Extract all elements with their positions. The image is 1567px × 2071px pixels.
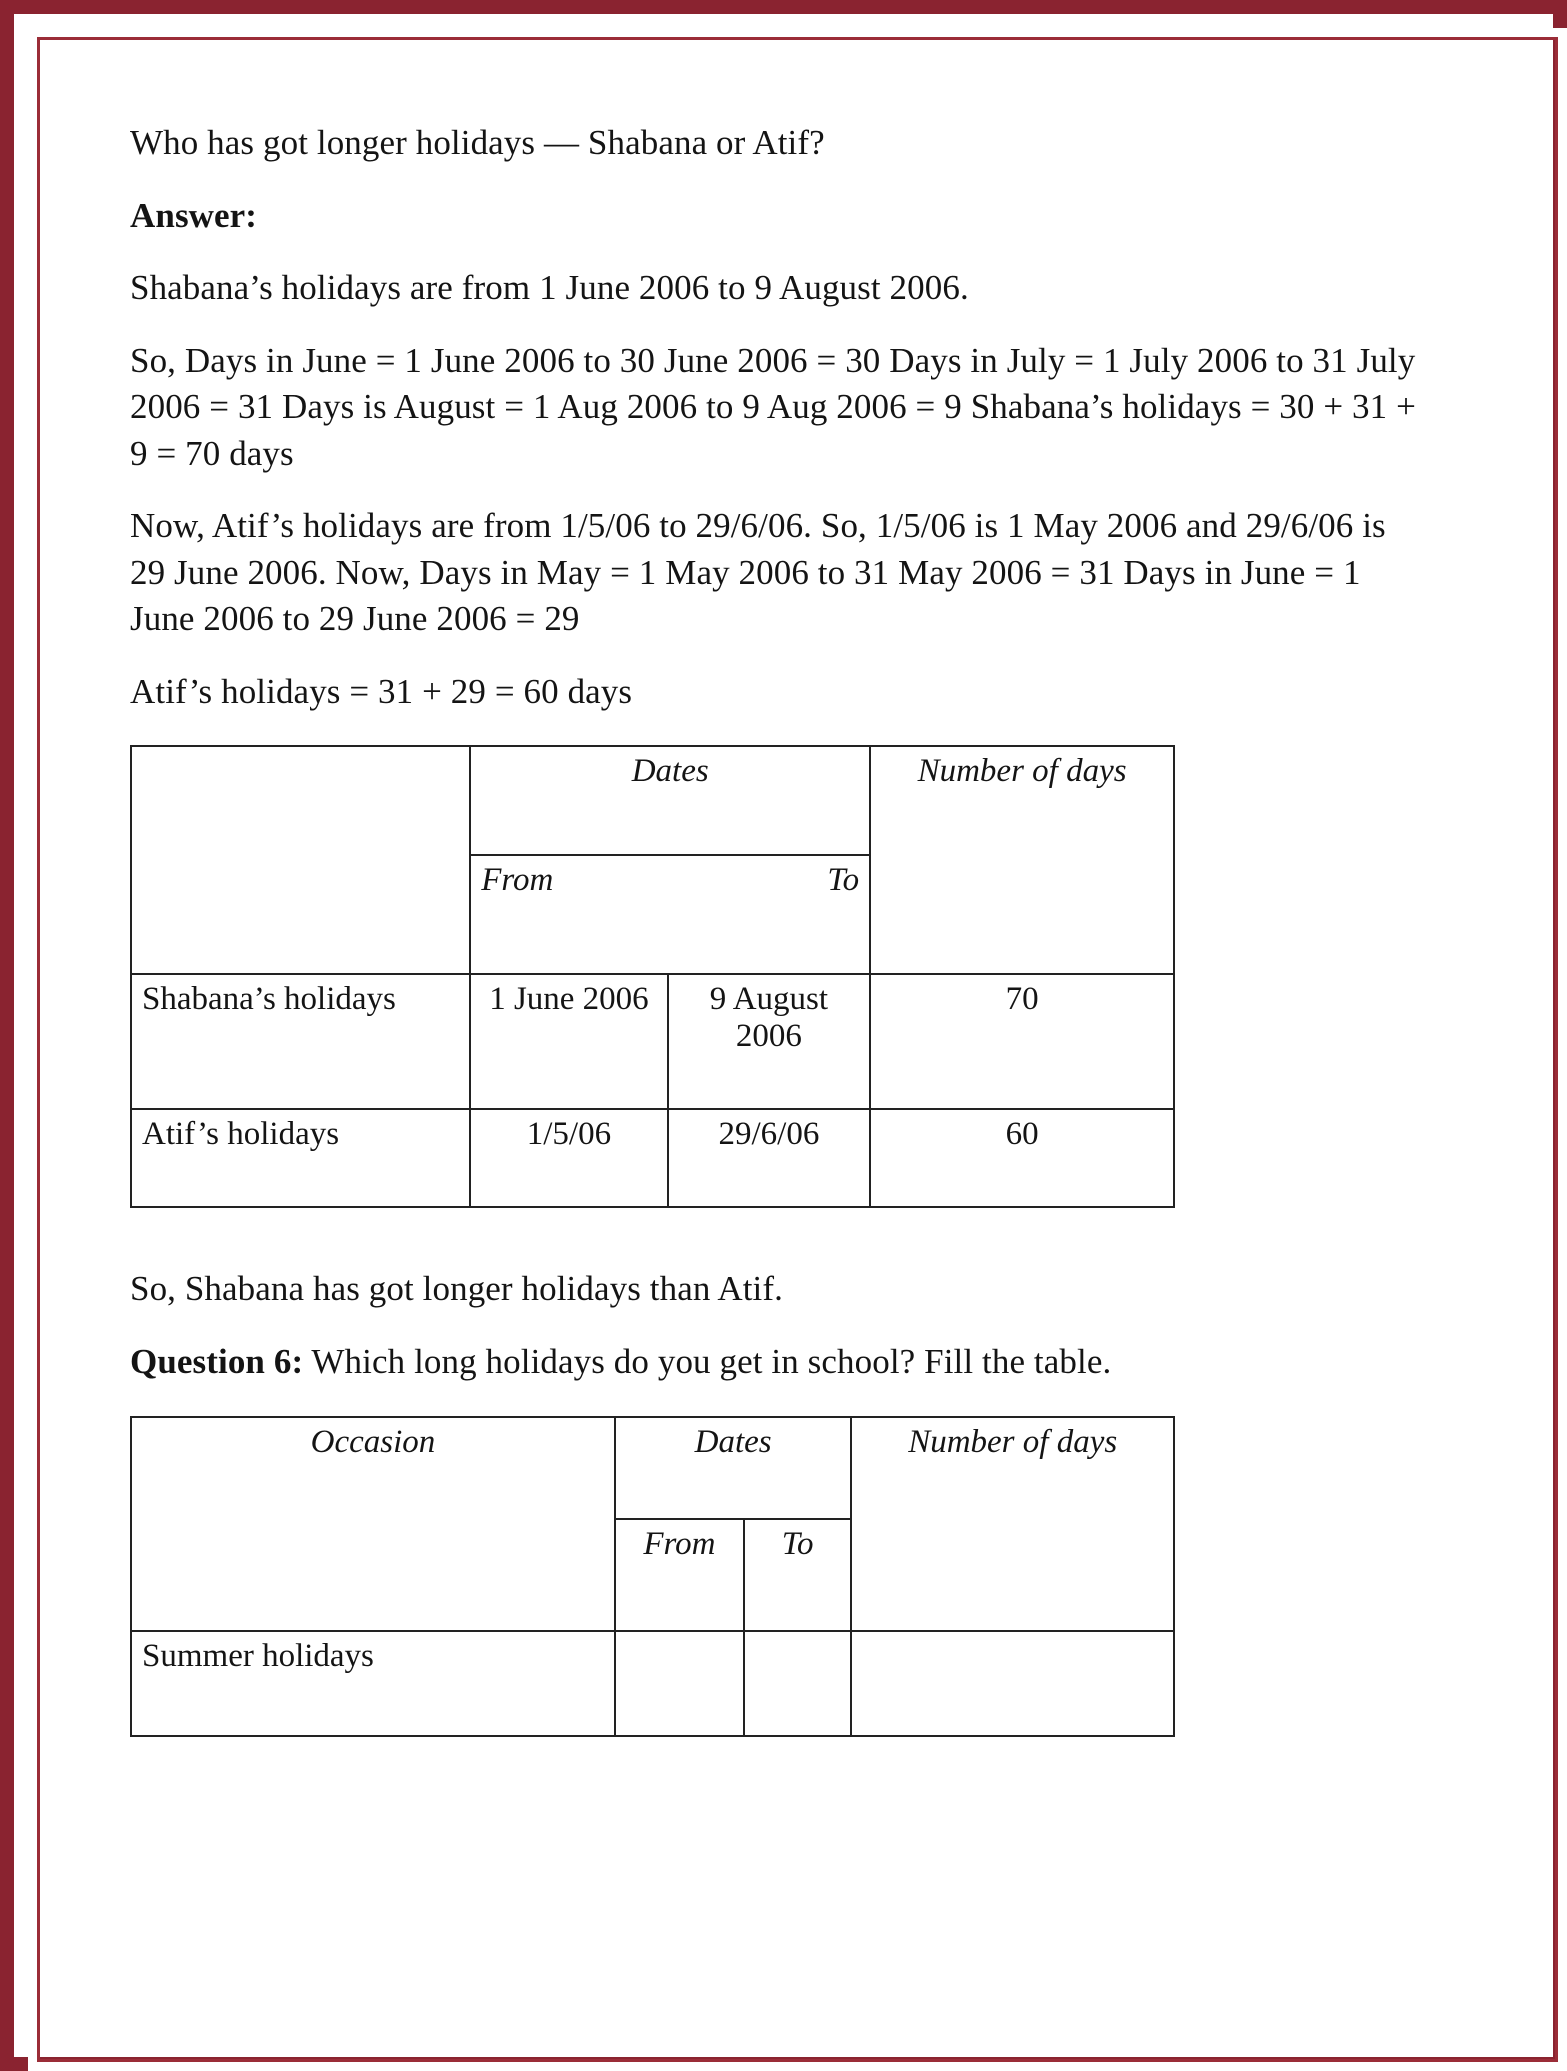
spacer-after-table-1 — [130, 1208, 1420, 1266]
answer-paragraph-1: Shabana’s holidays are from 1 June 2006 to 9 August 2006. — [130, 268, 969, 308]
table-row — [131, 1109, 1174, 1207]
question-6-label: Question 6: — [130, 1342, 304, 1382]
row-days-shabana: 70 — [870, 974, 1174, 1109]
header-cell-number-of-days: Number of days — [870, 746, 1174, 974]
occasion-header-row-dates — [131, 1417, 1174, 1519]
occasion-header-cell-number-of-days: Number of days — [851, 1417, 1174, 1631]
table-row — [131, 1631, 1174, 1736]
header-cell-blank — [131, 746, 470, 974]
occasion-header-cell-dates: Dates — [615, 1417, 852, 1519]
row-days-atif: 60 — [870, 1109, 1174, 1207]
document-content — [130, 120, 1420, 1737]
occasion-row-to-summer[interactable] — [744, 1631, 852, 1736]
row-label-shabana: Shabana’s holidays — [131, 974, 470, 1109]
answer-paragraph-4: Atif’s holidays = 31 + 29 = 60 days — [130, 671, 633, 711]
header-cell-from-to — [470, 855, 870, 974]
row-from-shabana: 1 June 2006 — [470, 974, 667, 1109]
answer-paragraph-3: Now, Atif’s holidays are from 1/5/06 to 29/6/06. So, 1/5/06 is 1 May 2006 and 29/6/06 is 29 June 2006. Now, Days in May = 1 May 2006 to 31 May 2006 = 31 Days in June = 1 June 2006 to 29 June 2006 = 29 — [130, 506, 1386, 639]
occasion-row-label-summer: Summer holidays — [131, 1631, 615, 1736]
row-to-atif: 29/6/06 — [668, 1109, 871, 1207]
occasion-row-from-summer[interactable] — [615, 1631, 744, 1736]
occasion-fill-table — [130, 1416, 1175, 1737]
occasion-header-cell-occasion: Occasion — [131, 1417, 615, 1631]
question-6-text: Which long holidays do you get in school? Fill the table. — [311, 1342, 1112, 1382]
occasion-header-label-to: To — [744, 1519, 852, 1631]
table-header-row-dates — [131, 746, 1174, 855]
row-from-atif: 1/5/06 — [470, 1109, 667, 1207]
row-label-atif: Atif’s holidays — [131, 1109, 470, 1207]
answer-label: Answer: — [130, 195, 258, 235]
question-6-line — [130, 1339, 1420, 1386]
header-label-to: To — [827, 862, 860, 899]
header-label-from: From — [481, 862, 554, 899]
row-to-shabana: 9 August 2006 — [668, 974, 871, 1109]
conclusion-text: So, Shabana has got longer holidays than Atif. — [130, 1269, 783, 1309]
occasion-row-days-summer[interactable] — [851, 1631, 1174, 1736]
question-prompt: Who has got longer holidays — Shabana or Atif? — [130, 123, 825, 162]
table-row — [131, 974, 1174, 1109]
occasion-header-label-from: From — [615, 1519, 744, 1631]
header-cell-dates: Dates — [470, 746, 870, 855]
holidays-comparison-table — [130, 745, 1175, 1208]
answer-paragraph-2: So, Days in June = 1 June 2006 to 30 June 2006 = 30 Days in July = 1 July 2006 to 31 July 2006 = 31 Days is August = 1 Aug 2006 to 9 Aug 2006 = 9 Shabana’s holidays = 30 + 31 + 9 = 70 days — [130, 340, 1416, 473]
